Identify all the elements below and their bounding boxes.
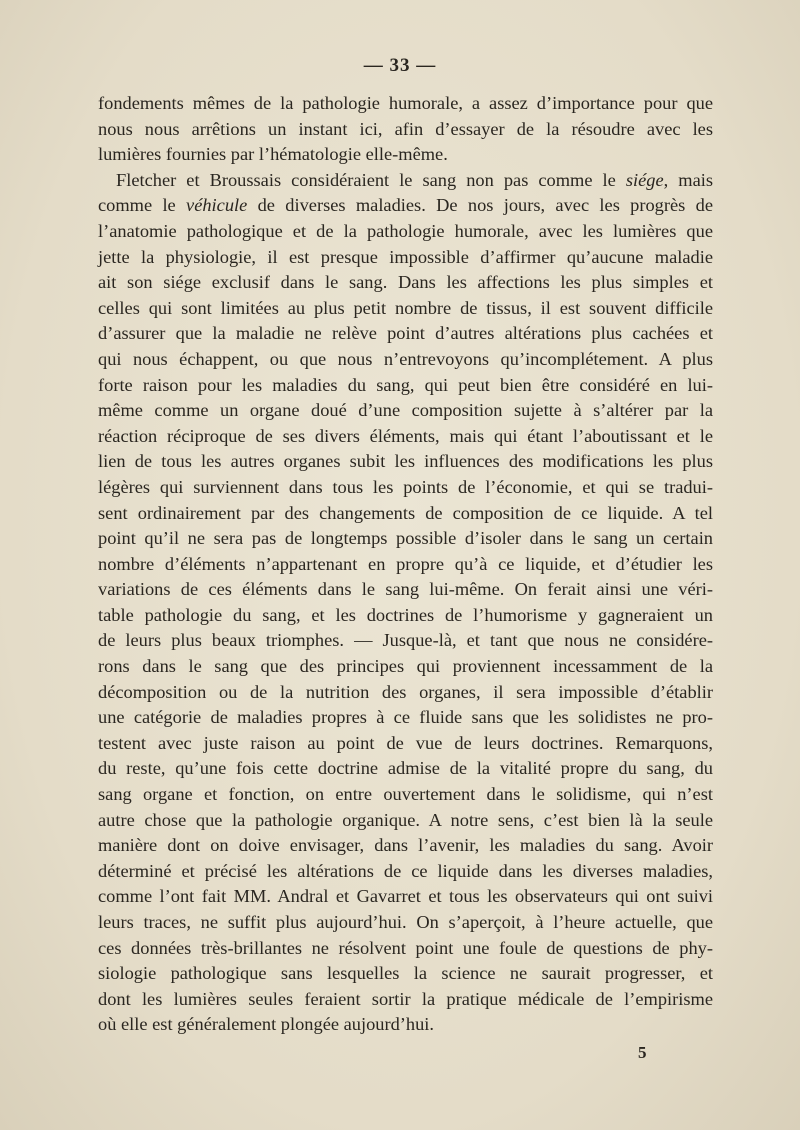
text-line: du reste, qu’une fois cette doctrine admise de la vitalité propre du sang, du (98, 758, 713, 779)
text-line: fondements mêmes de la pathologie humorale, a assez d’importance pour que (98, 93, 713, 113)
text-line: autre chose que la pathologie organique. A notre sens, c’est bien là la seule (98, 809, 713, 830)
text-line: manière dont on doive envisager, dans l’avenir, les maladies du sang. Avoir (98, 835, 713, 856)
text-line: nombre d’éléments n’appartenant en propre qu’à ce liquide, et d’étudier les (98, 553, 713, 574)
text-run: Fletcher et Broussais considéraient le sang non pas comme le (116, 169, 626, 190)
text-line: jette la physiologie, il est presque impossible d’affirmer qu’aucune maladie (98, 246, 713, 267)
text-line: une catégorie de maladies propres à ce fluide sans que les solidistes ne pro- (98, 707, 713, 728)
body-paragraphs (98, 91, 713, 1038)
text-line (98, 168, 713, 194)
text-line: d’assurer que la maladie ne relève point d’autres altérations plus cachées et (98, 323, 713, 344)
text-run: comme le (98, 195, 187, 216)
text-line (98, 193, 713, 219)
text-line: forte raison pour les maladies du sang, qui peut bien être considéré en lui- (98, 374, 713, 395)
text-line: variations de ces éléments dans le sang lui-même. On ferait ainsi une véri- (98, 579, 713, 600)
text-line: leurs traces, ne suffit plus aujourd’hui. On s’aperçoit, à l’heure actuelle, que (98, 912, 713, 932)
text-line: déterminé et précisé les altérations de ce liquide dans les diverses maladies, (98, 860, 713, 881)
text-line: testent avec juste raison au point de vue de leurs doctrines. Remarquons, (98, 732, 713, 753)
text-line: même comme un organe doué d’une composition sujette à s’altérer par la (98, 400, 713, 421)
page-number: — 33 — (363, 55, 437, 76)
text-run: , mais (663, 169, 713, 190)
text-line: point qu’il ne sera pas de longtemps possible d’isoler dans le sang un certain (98, 528, 713, 549)
text-line: sent ordinairement par des changements de composition de ce liquide. A tel (98, 502, 713, 523)
text-line: l’anatomie pathologique et de la pathologie humorale, avec les lumières que (98, 220, 713, 241)
text-line: ait son siége exclusif dans le sang. Dans les affections les plus simples et (98, 272, 713, 293)
text-line: rons dans le sang que des principes qui proviennent incessamment de la (98, 656, 713, 677)
text-line: de leurs plus beaux triomphes. — Jusque-là, et tant que nous ne considére- (98, 630, 713, 651)
italic-word: siége (625, 169, 664, 190)
text-line: ces données très-brillantes ne résolvent point une foule de questions de phy- (98, 937, 713, 958)
text-line: légères qui surviennent dans tous les points de l’économie, et qui se tradui- (98, 476, 713, 497)
text-line: lumières fournies par l’hématologie elle-même. (98, 144, 448, 165)
signature-mark: 5 (638, 1043, 647, 1062)
text-line: comme l’ont fait MM. Andral et Gavarret et tous les observateurs qui ont suivi (98, 886, 713, 907)
text-line: celles qui sont limitées au plus petit nombre de tissus, il est souvent difficile (98, 297, 713, 318)
text-line: décomposition ou de la nutrition des organes, il sera impossible d’établir (98, 681, 713, 702)
text-line: qui nous échappent, ou que nous n’entrevoyons qu’incomplétement. A plus (98, 348, 713, 369)
text-run: de diverses maladies. De nos jours, avec les progrès de (247, 195, 713, 216)
text-line: siologie pathologique sans lesquelles la science ne saurait progresser, et (98, 963, 713, 984)
text-line: sang organe et fonction, on entre ouvertement dans le solidisme, qui n’est (98, 784, 713, 805)
text-line: réaction réciproque de ses divers éléments, mais qui étant l’aboutissant et le (98, 425, 713, 446)
text-line: nous nous arrêtions un instant ici, afin d’essayer de la résoudre avec les (98, 118, 713, 139)
text-line: dont les lumières seules feraient sortir la pratique médicale de l’empirisme (98, 988, 713, 1009)
text-line: où elle est généralement plongée aujourd’hui. (98, 1014, 435, 1035)
text-line: lien de tous les autres organes subit les influences des modifications les plus (98, 451, 713, 472)
text-line: table pathologie du sang, et les doctrines de l’humorisme y gagneraient un (98, 604, 713, 625)
italic-word: véhicule (186, 195, 248, 216)
